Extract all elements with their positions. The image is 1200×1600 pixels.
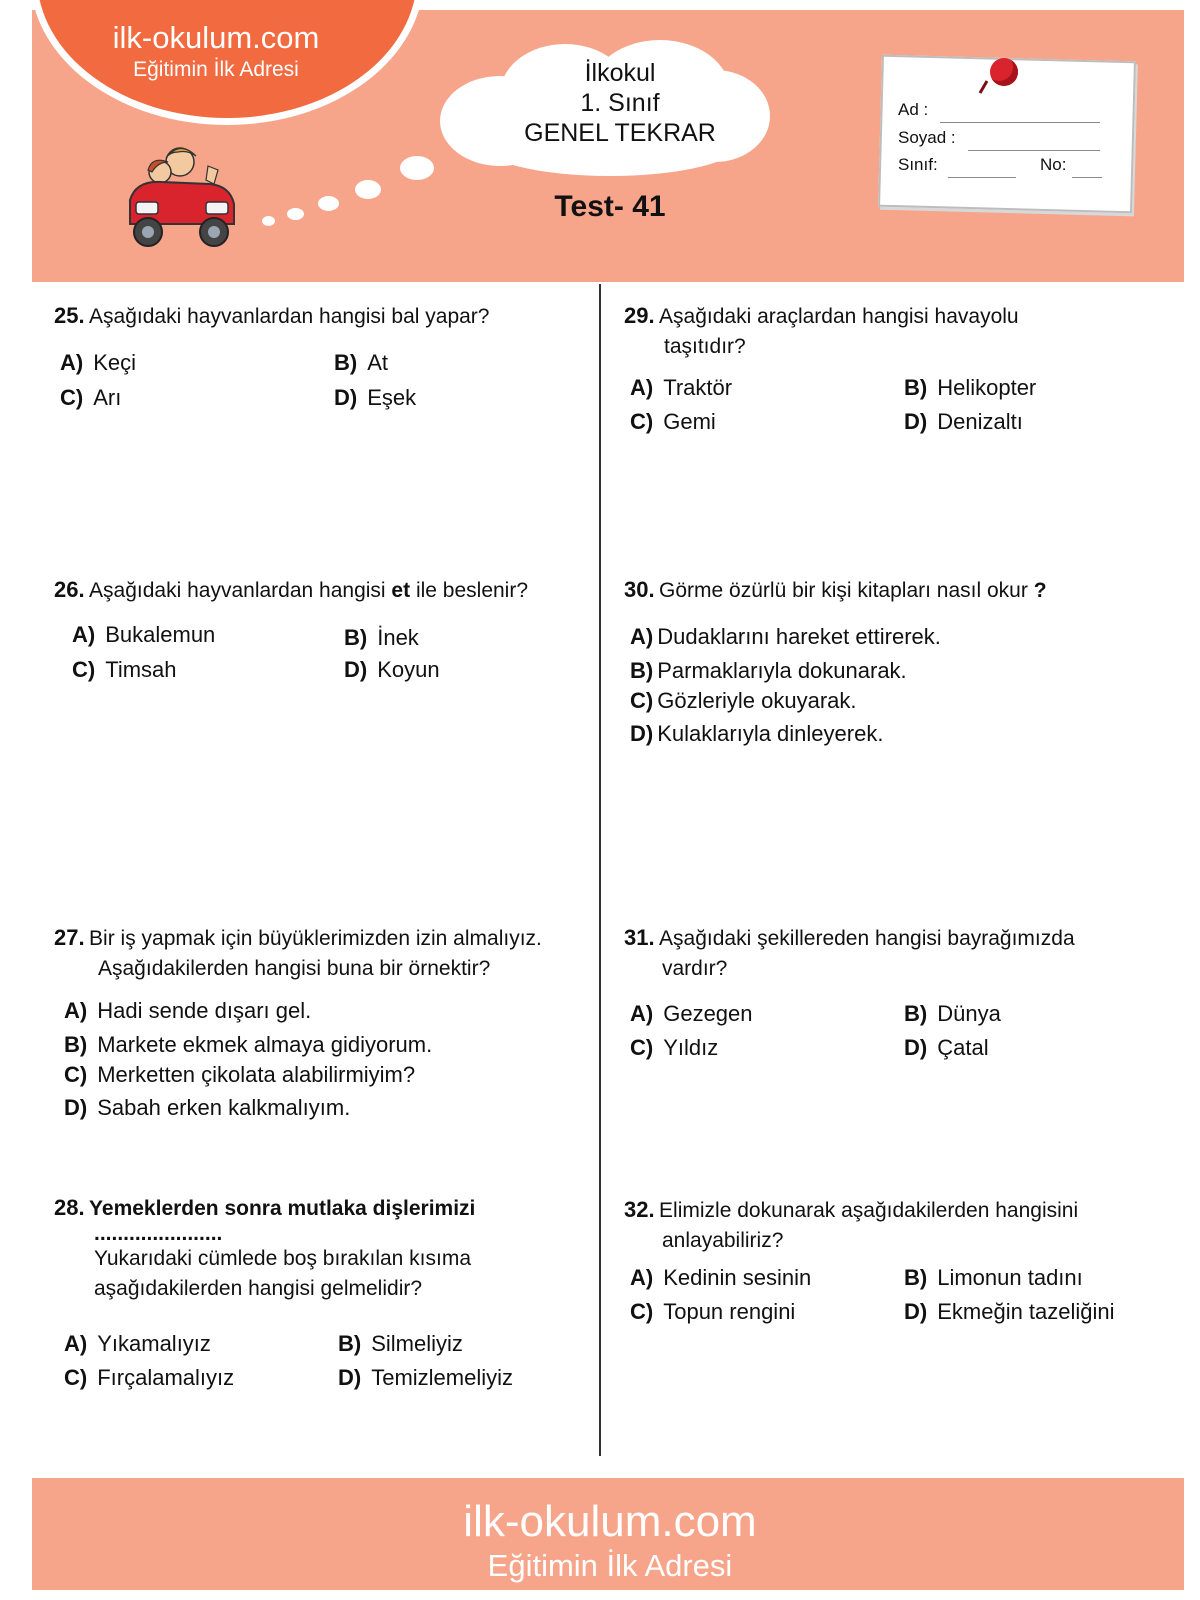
question-text-line-1: Aşağıdaki araçlardan hangisi havayolu — [659, 305, 1019, 328]
option-c[interactable]: C) Timsah — [72, 657, 177, 682]
question-32 — [624, 1196, 1184, 1256]
question-28 — [54, 1194, 599, 1304]
option-b[interactable]: B) Dünya — [904, 1001, 1001, 1026]
name-line — [940, 122, 1100, 123]
question-number: 31. — [624, 925, 655, 950]
question-number: 28. — [54, 1195, 85, 1220]
option-b[interactable]: B) Limonun tadını — [904, 1265, 1083, 1290]
car-illustration — [122, 140, 242, 255]
option-b[interactable]: B) At — [334, 350, 389, 375]
header-site-tagline: Eğitimin İlk Adresi — [133, 58, 299, 81]
surname-line — [968, 150, 1100, 151]
class-label: Sınıf: — [898, 155, 938, 174]
pushpin-icon — [990, 58, 1018, 86]
question-number: 27. — [54, 925, 85, 950]
name-label: Ad : — [898, 100, 929, 119]
blank-dots: ...................... — [94, 1222, 223, 1245]
question-text-line-2: anlayabiliriz? — [662, 1229, 784, 1252]
question-29 — [624, 302, 1174, 362]
question-text-line-1: Bir iş yapmak için büyüklerimizden izin almalıyız. — [89, 927, 542, 950]
question-number: 30. — [624, 577, 655, 602]
number-line — [1072, 177, 1102, 178]
grade-label: 1. Sınıf — [580, 89, 660, 117]
question-31 — [624, 924, 1184, 984]
option-b[interactable]: B) Silmeliyiz — [338, 1331, 463, 1356]
question-statement: Yemeklerden sonra mutlaka dişlerimizi — [89, 1197, 476, 1220]
question-30 — [624, 576, 1184, 606]
option-a[interactable]: A) Hadi sende dışarı gel. — [64, 998, 312, 1023]
question-text-line-2: aşağıdakilerden hangisi gelmelidir? — [94, 1277, 423, 1300]
option-d[interactable]: D) Eşek — [334, 385, 417, 410]
option-c[interactable]: C) Gözleriyle okuyarak. — [630, 688, 857, 713]
question-25 — [54, 302, 594, 332]
question-number: 26. — [54, 577, 85, 602]
school-level: İlkokul — [584, 59, 656, 87]
option-b[interactable]: B) Parmaklarıyla dokunarak. — [630, 658, 907, 683]
option-b[interactable]: B) Markete ekmek almaya gidiyorum. — [64, 1032, 433, 1057]
question-text-line-1: Yukarıdaki cümlede boş bırakılan kısıma — [94, 1247, 472, 1270]
question-26 — [54, 576, 599, 606]
test-title: Test- 41 — [554, 190, 666, 223]
header-site-name: ilk-okulum.com — [112, 20, 320, 55]
question-text: Aşağıdaki hayvanlardan hangisi bal yapar? — [89, 305, 490, 328]
worksheet-title — [470, 58, 770, 148]
option-c[interactable]: C) Topun rengini — [630, 1299, 796, 1324]
option-d[interactable]: D) Ekmeğin tazeliğini — [904, 1299, 1115, 1324]
option-d[interactable]: D) Çatal — [904, 1035, 989, 1060]
question-text-line-2: Aşağıdakilerden hangisi buna bir örnektir? — [98, 957, 491, 980]
option-a[interactable]: A) Keçi — [60, 350, 137, 375]
column-divider — [599, 284, 601, 1456]
class-line — [948, 177, 1016, 178]
footer-site-name: ilk-okulum.com — [463, 1497, 757, 1546]
question-text-line-2: vardır? — [662, 957, 728, 980]
option-b[interactable]: B) Helikopter — [904, 375, 1037, 400]
question-27 — [54, 924, 599, 984]
option-a[interactable]: A) Yıkamalıyız — [64, 1331, 211, 1356]
option-d[interactable]: D) Temizlemeliyiz — [338, 1365, 514, 1390]
option-d[interactable]: D) Denizaltı — [904, 409, 1023, 434]
option-a[interactable]: A) Gezegen — [630, 1001, 753, 1026]
option-a[interactable]: A) Bukalemun — [72, 622, 216, 647]
option-c[interactable]: C) Arı — [60, 385, 122, 410]
question-text-line-2: taşıtıdır? — [664, 335, 746, 358]
option-a[interactable]: A) Kedinin sesinin — [630, 1265, 812, 1290]
option-c[interactable]: C) Fırçalamalıyız — [64, 1365, 235, 1390]
option-d[interactable]: D) Sabah erken kalkmalıyım. — [64, 1095, 351, 1120]
question-text: Görme özürlü bir kişi kitapları nasıl okur ? — [659, 579, 1047, 602]
option-c[interactable]: C) Gemi — [630, 409, 716, 434]
question-text: Aşağıdaki hayvanlardan hangisi et ile beslenir? — [89, 579, 529, 602]
surname-label: Soyad : — [898, 128, 956, 147]
subject-label: GENEL TEKRAR — [524, 119, 716, 147]
question-number: 29. — [624, 303, 655, 328]
question-text-line-1: Aşağıdaki şekillereden hangisi bayrağımızda — [659, 927, 1075, 950]
option-a[interactable]: A) Dudaklarını hareket ettirerek. — [630, 624, 941, 649]
option-d[interactable]: D) Kulaklarıyla dinleyerek. — [630, 721, 884, 746]
option-b[interactable]: B) İnek — [344, 625, 419, 650]
option-d[interactable]: D) Koyun — [344, 657, 440, 682]
option-a[interactable]: A) Traktör — [630, 375, 733, 400]
option-c[interactable]: C) Yıldız — [630, 1035, 719, 1060]
option-c[interactable]: C) Merketten çikolata alabilirmiyim? — [64, 1062, 416, 1087]
number-label: No: — [1040, 155, 1067, 174]
footer-site-tagline: Eğitimin İlk Adresi — [487, 1548, 733, 1583]
question-text-line-1: Elimizle dokunarak aşağıdakilerden hangisini — [659, 1199, 1079, 1222]
question-number: 32. — [624, 1197, 655, 1222]
question-number: 25. — [54, 303, 85, 328]
